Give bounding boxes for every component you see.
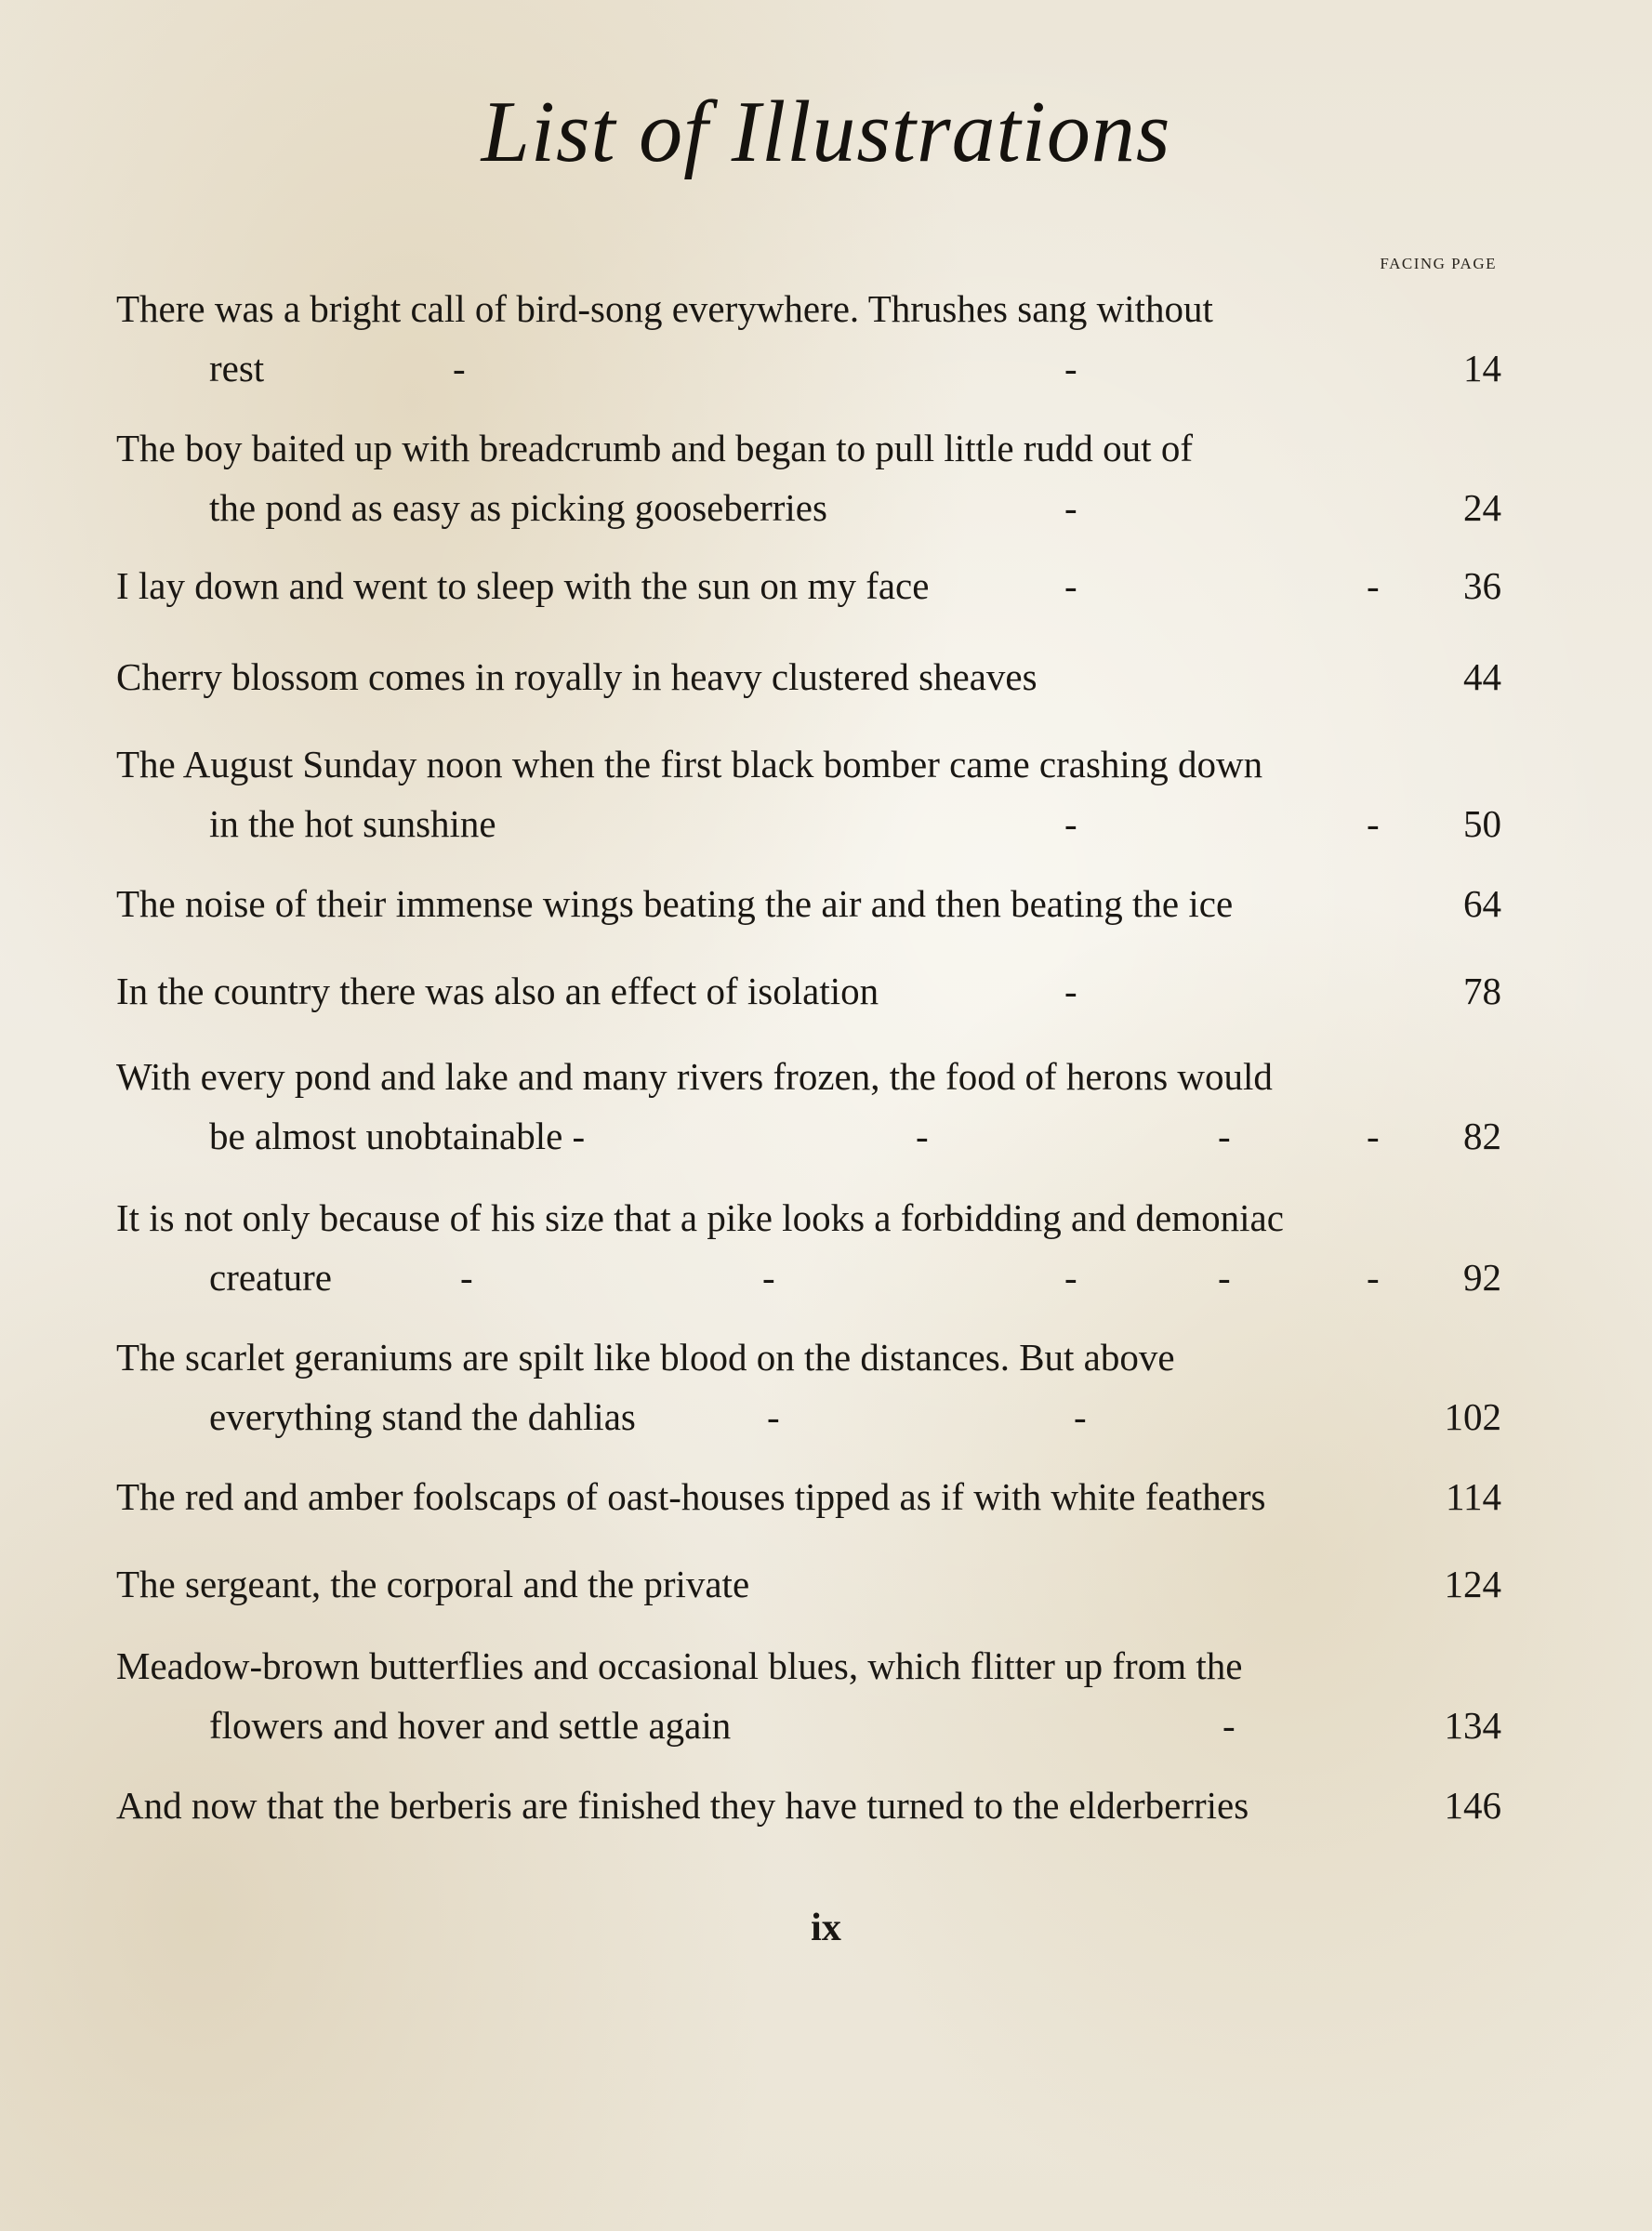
page-number: 146 xyxy=(1444,1784,1501,1827)
entry-text: Cherry blossom comes in royally in heavy clustered sheaves xyxy=(116,655,1037,698)
entry-text: the pond as easy as picking gooseberries xyxy=(209,486,827,529)
leader-dash: - xyxy=(1064,970,1077,1012)
entry-text: everything stand the dahlias xyxy=(209,1395,636,1438)
entry-text: Meadow-brown butterflies and occasional blues, which flitter up from the xyxy=(116,1644,1243,1687)
entry-text: rest xyxy=(209,347,265,389)
entry-text: flowers and hover and settle again xyxy=(209,1704,732,1747)
list-item xyxy=(116,1776,1501,1835)
leader-dash: - xyxy=(1222,1704,1236,1747)
page-number: 64 xyxy=(1463,882,1501,925)
page-number: 124 xyxy=(1444,1563,1501,1605)
page-folio: ix xyxy=(811,1907,841,1949)
leader-dash: - xyxy=(1064,347,1077,389)
page-number: 24 xyxy=(1463,486,1501,529)
leader-dash: - xyxy=(1074,1395,1087,1438)
facing-page-label: FACING PAGE xyxy=(1380,255,1497,272)
list-item xyxy=(116,874,1501,933)
entry-text: in the hot sunshine xyxy=(209,802,496,845)
entry-text: And now that the berberis are finished they have turned to the elderberries xyxy=(116,1784,1249,1827)
page-number: 78 xyxy=(1463,970,1501,1012)
list-item xyxy=(116,1327,1501,1446)
entry-text: creature xyxy=(209,1256,332,1299)
page-title: List of Illustrations xyxy=(481,84,1171,180)
leader-dash: - xyxy=(460,1256,473,1299)
entry-text: The scarlet geraniums are spilt like blood on the distances. But above xyxy=(116,1336,1175,1379)
list-item xyxy=(116,279,1501,398)
page-number: 14 xyxy=(1463,347,1501,389)
page-number: 82 xyxy=(1463,1115,1501,1157)
leader-dash: - xyxy=(762,1256,775,1299)
leader-dash: - xyxy=(1064,1256,1077,1299)
leader-dash: - xyxy=(916,1115,929,1157)
list-item xyxy=(116,1554,1501,1614)
list-item xyxy=(116,1047,1501,1166)
entry-text: The red and amber foolscaps of oast-houses tipped as if with white feathers xyxy=(116,1475,1266,1518)
entry-text: The boy baited up with breadcrumb and began to pull little rudd out of xyxy=(116,427,1193,469)
entry-text: It is not only because of his size that a pike looks a forbidding and demoniac xyxy=(116,1196,1284,1239)
page-number: 134 xyxy=(1444,1704,1501,1747)
list-item xyxy=(116,418,1501,537)
entry-text: be almost unobtainable - xyxy=(209,1115,586,1157)
entry-text: There was a bright call of bird-song everywhere. Thrushes sang without xyxy=(116,287,1213,330)
list-item xyxy=(116,734,1501,853)
entry-text: With every pond and lake and many rivers frozen, the food of herons would xyxy=(116,1055,1273,1098)
page-number: 114 xyxy=(1446,1475,1501,1518)
entry-text: I lay down and went to sleep with the sun on my face xyxy=(116,564,930,607)
leader-dash: - xyxy=(1367,802,1380,845)
page-number: 92 xyxy=(1463,1256,1501,1299)
leader-dash: - xyxy=(1367,564,1380,607)
entry-text: The noise of their immense wings beating the air and then beating the ice xyxy=(116,882,1234,925)
leader-dash: - xyxy=(1064,802,1077,845)
list-item xyxy=(116,647,1501,706)
leader-dash: - xyxy=(767,1395,780,1438)
page-number: 50 xyxy=(1463,802,1501,845)
leader-dash: - xyxy=(1218,1115,1231,1157)
entry-text: The sergeant, the corporal and the private xyxy=(116,1563,750,1605)
entry-text: The August Sunday noon when the first black bomber came crashing down xyxy=(116,743,1263,785)
leader-dash: - xyxy=(1367,1256,1380,1299)
page-number: 36 xyxy=(1463,564,1501,607)
entry-text: In the country there was also an effect of isolation xyxy=(116,970,879,1012)
list-item xyxy=(116,556,1501,615)
list-item xyxy=(116,1188,1501,1307)
list-item xyxy=(116,1467,1501,1526)
leader-dash: - xyxy=(1064,486,1077,529)
leader-dash: - xyxy=(1367,1115,1380,1157)
leader-dash: - xyxy=(1218,1256,1231,1299)
page-number: 44 xyxy=(1463,655,1501,698)
leader-dash: - xyxy=(453,347,466,389)
list-item xyxy=(116,1636,1501,1755)
page-number: 102 xyxy=(1444,1395,1501,1438)
list-item xyxy=(116,961,1501,1021)
leader-dash: - xyxy=(1064,564,1077,607)
